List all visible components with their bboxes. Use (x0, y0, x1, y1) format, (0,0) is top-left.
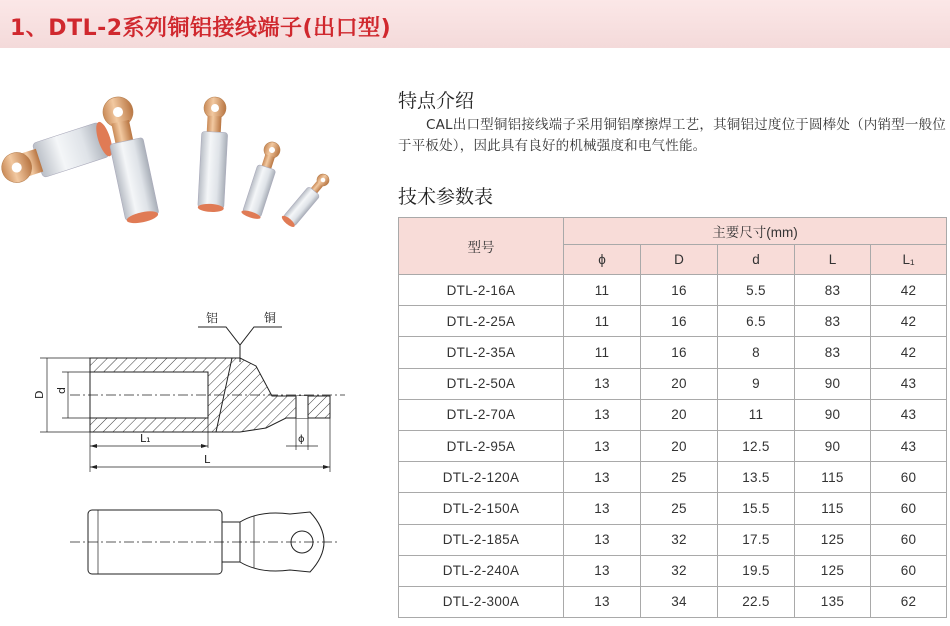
cell-l1: 43 (871, 368, 947, 399)
cell-l: 125 (795, 524, 871, 555)
cell-d: 17.5 (718, 524, 795, 555)
cell-l: 90 (795, 368, 871, 399)
cell-d: 22.5 (718, 586, 795, 617)
cell-d: 6.5 (718, 306, 795, 337)
cell-l: 125 (795, 555, 871, 586)
cell-model: DTL-2-150A (399, 493, 564, 524)
cell-d: 9 (718, 368, 795, 399)
cell-d: 16 (641, 337, 718, 368)
product-photo (0, 93, 333, 228)
cell-d: 32 (641, 555, 718, 586)
cell-model: DTL-2-16A (399, 275, 564, 306)
cell-l1: 42 (871, 337, 947, 368)
spec-table (398, 217, 947, 618)
lug-photo-4 (241, 139, 284, 220)
dim-phi-label: ϕ (298, 434, 305, 445)
cell-d: 20 (641, 399, 718, 430)
col-header-L1: L₁ (871, 245, 947, 275)
cell-l1: 60 (871, 555, 947, 586)
cell-model: DTL-2-70A (399, 399, 564, 430)
cell-model: DTL-2-50A (399, 368, 564, 399)
cell-d: 16 (641, 306, 718, 337)
cell-d: 15.5 (718, 493, 795, 524)
lug-photo-5 (280, 170, 333, 229)
cell-model: DTL-2-300A (399, 586, 564, 617)
table-row (399, 275, 947, 306)
outline-drawing (70, 510, 340, 574)
cell-d: 8 (718, 337, 795, 368)
cell-d: 19.5 (718, 555, 795, 586)
cell-l: 115 (795, 462, 871, 493)
col-header-D: D (641, 245, 718, 275)
cell-l: 90 (795, 399, 871, 430)
cell-phi: 13 (564, 430, 641, 461)
dim-L1-label: L₁ (140, 432, 151, 445)
page-title: 1、DTL-2系列铜铝接线端子(出口型) (10, 16, 392, 41)
table-row (399, 337, 947, 368)
cell-model: DTL-2-95A (399, 430, 564, 461)
table-row (399, 368, 947, 399)
specs-heading: 技术参数表 (398, 186, 494, 208)
cell-d: 25 (641, 462, 718, 493)
col-header-L: L (795, 245, 871, 275)
table-row (399, 524, 947, 555)
cell-model: DTL-2-120A (399, 462, 564, 493)
table-row (399, 493, 947, 524)
col-header-phi: ϕ (564, 245, 641, 275)
features-text: CAL出口型铜铝接线端子采用铜铝摩擦焊工艺，其铜铝过度位于圆棒处（内销型一般位于平板处），因此具有良好的机械强度和电气性能。 (398, 117, 946, 154)
table-row (399, 306, 947, 337)
cell-l1: 62 (871, 586, 947, 617)
cell-d: 32 (641, 524, 718, 555)
dim-d-label: d (55, 387, 68, 394)
features-heading: 特点介绍 (398, 90, 475, 112)
cell-l1: 60 (871, 524, 947, 555)
cell-l1: 42 (871, 275, 947, 306)
table-row (399, 555, 947, 586)
cell-l1: 43 (871, 399, 947, 430)
cell-d: 25 (641, 493, 718, 524)
cell-l: 90 (795, 430, 871, 461)
cell-phi: 11 (564, 306, 641, 337)
cell-l1: 43 (871, 430, 947, 461)
cell-d: 5.5 (718, 275, 795, 306)
cell-d: 20 (641, 430, 718, 461)
model-header: 型号 (399, 218, 564, 275)
label-aluminum: 铝 (206, 311, 219, 325)
cell-phi: 13 (564, 555, 641, 586)
cell-d: 13.5 (718, 462, 795, 493)
label-copper: 铜 (264, 311, 277, 325)
cell-l1: 60 (871, 462, 947, 493)
product-illustrations (0, 48, 390, 626)
section-drawing (33, 310, 345, 472)
cell-l: 83 (795, 337, 871, 368)
cell-d: 16 (641, 275, 718, 306)
cell-model: DTL-2-240A (399, 555, 564, 586)
cell-model: DTL-2-35A (399, 337, 564, 368)
cell-phi: 13 (564, 493, 641, 524)
cell-phi: 13 (564, 586, 641, 617)
dims-header: 主要尺寸(mm) (564, 218, 947, 245)
cell-phi: 11 (564, 275, 641, 306)
dim-D-label: D (33, 390, 46, 399)
title-bar (0, 0, 950, 48)
table-row (399, 586, 947, 617)
cell-l: 83 (795, 275, 871, 306)
dim-L-label: L (204, 453, 211, 466)
lug-photo-2 (100, 93, 160, 225)
table-row (399, 399, 947, 430)
cell-d: 12.5 (718, 430, 795, 461)
cell-l1: 42 (871, 306, 947, 337)
table-row (399, 430, 947, 461)
table-row (399, 462, 947, 493)
lug-photo-1 (0, 120, 115, 189)
cell-phi: 13 (564, 368, 641, 399)
cell-d: 20 (641, 368, 718, 399)
cell-model: DTL-2-185A (399, 524, 564, 555)
cell-phi: 13 (564, 462, 641, 493)
cell-phi: 13 (564, 399, 641, 430)
cell-l: 115 (795, 493, 871, 524)
cell-l: 83 (795, 306, 871, 337)
lug-photo-3 (198, 96, 230, 212)
cell-l: 135 (795, 586, 871, 617)
cell-phi: 13 (564, 524, 641, 555)
cell-d: 11 (718, 399, 795, 430)
col-header-d: d (718, 245, 795, 275)
cell-model: DTL-2-25A (399, 306, 564, 337)
cell-l1: 60 (871, 493, 947, 524)
cell-d: 34 (641, 586, 718, 617)
cell-phi: 11 (564, 337, 641, 368)
spec-table-body (399, 275, 947, 618)
